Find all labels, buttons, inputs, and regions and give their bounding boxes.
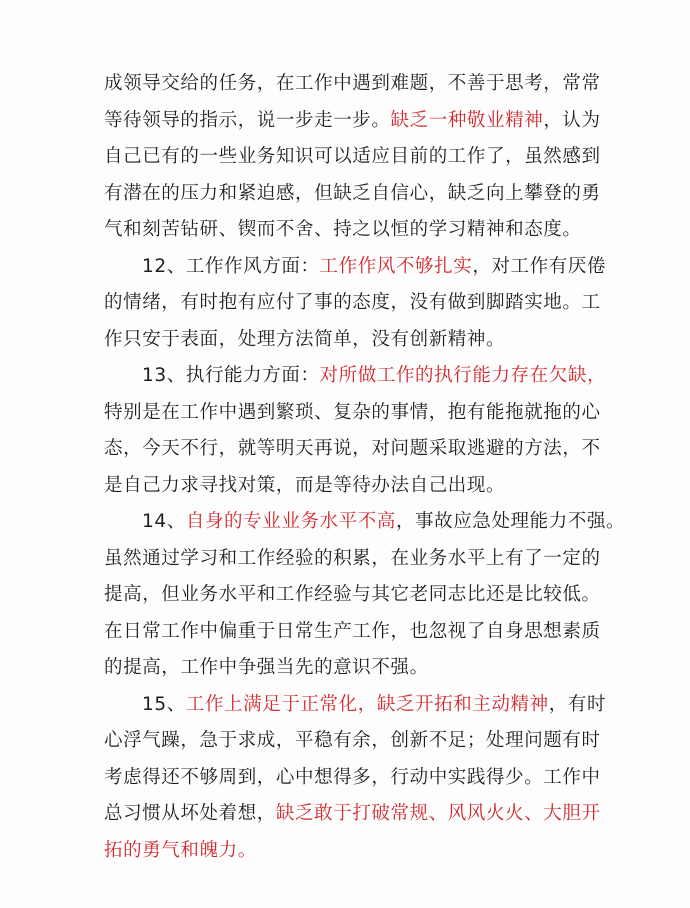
text-line xyxy=(104,796,602,833)
text-run: 12、工作作风方面： xyxy=(142,255,320,277)
text-line xyxy=(104,66,602,103)
document-body xyxy=(104,66,626,869)
text-line xyxy=(104,614,602,651)
text-line xyxy=(104,395,602,432)
highlighted-text: 对所做工作的执行能力存在欠缺， xyxy=(319,365,607,386)
text-line xyxy=(104,431,602,468)
highlighted-text: 拓的勇气和魄力。 xyxy=(104,839,257,861)
text-run: 特别是在工作中遇到繁琐、复杂的事情，抱有能拖就拖的心 xyxy=(104,401,601,423)
text-line xyxy=(104,285,602,322)
text-run: 总习惯从坏处着想， xyxy=(104,803,276,824)
text-line xyxy=(104,833,602,870)
text-run: 态，今天不行，就等明天再说，对问题采取逃避的方法，不 xyxy=(104,438,601,459)
text-line xyxy=(104,541,602,578)
text-line xyxy=(104,176,602,213)
text-run: 是自己力求寻找对策，而是等待办法自己出现。 xyxy=(104,474,506,496)
text-run: 自己已有的一些业务知识可以适应目前的工作了，虽然感到 xyxy=(104,146,601,167)
text-line xyxy=(104,650,602,687)
text-run: 虽然通过学习和工作经验的积累，在业务水平上有了一定的 xyxy=(104,547,601,569)
text-run: ，对工作有厌倦 xyxy=(472,255,607,277)
text-line xyxy=(104,103,602,140)
text-run: 提高，但业务水平和工作经验与其它老同志比还是比较低。 xyxy=(104,584,601,605)
highlighted-text: 缺乏一种敬业精神 xyxy=(390,109,544,131)
text-line xyxy=(104,139,602,176)
text-run: 成领导交给的任务，在工作中遇到难题，不善于思考，常常 xyxy=(104,73,601,94)
highlighted-text: 工作作风不够扎实 xyxy=(319,255,473,277)
text-line xyxy=(104,212,602,249)
text-line xyxy=(104,723,602,760)
text-run: 14、 xyxy=(142,511,186,532)
text-line xyxy=(104,322,602,359)
text-run: ，认为 xyxy=(543,109,601,131)
text-run: 的提高，工作中争强当先的意识不强。 xyxy=(104,657,429,678)
text-line xyxy=(104,760,602,797)
paragraph-15-start xyxy=(104,687,607,724)
text-run: 心浮气躁，急于求成，平稳有余，创新不足；处理问题有时 xyxy=(104,730,601,751)
text-run: ，事故应急处理能力不强。 xyxy=(395,511,626,532)
text-line xyxy=(104,468,602,505)
paragraph-13-start xyxy=(104,358,607,395)
text-run: 有潜在的压力和紧迫感，但缺乏自信心，缺乏向上攀登的勇 xyxy=(104,182,601,204)
text-run: ，有时 xyxy=(548,693,607,715)
text-run: 在日常工作中偏重于日常生产工作，也忽视了自身思想素质 xyxy=(104,620,601,642)
highlighted-text: 工作上满足于正常化，缺乏开拓和主动精神 xyxy=(185,693,549,715)
text-line xyxy=(104,577,602,614)
text-run: 气和刻苦钻研、锲而不舍、持之以恒的学习精神和态度。 xyxy=(104,219,582,240)
highlighted-text: 自身的专业业务水平不高 xyxy=(185,511,396,532)
text-run: 15、 xyxy=(142,693,186,715)
text-run: 等待领导的指示，说一步走一步。 xyxy=(104,109,391,131)
text-run: 的情绪，有时抱有应付了事的态度，没有做到脚踏实地。工 xyxy=(104,292,601,313)
text-run: 13、执行能力方面： xyxy=(142,365,320,386)
paragraph-12-start xyxy=(104,249,607,286)
text-run: 考虑得还不够周到，心中想得多，行动中实践得少。工作中 xyxy=(104,766,601,788)
paragraph-14-start xyxy=(104,504,626,541)
text-run: 作只安于表面，处理方法简单，没有创新精神。 xyxy=(104,328,506,350)
highlighted-text: 缺乏敢于打破常规、风风火火、大胆开 xyxy=(275,803,601,824)
